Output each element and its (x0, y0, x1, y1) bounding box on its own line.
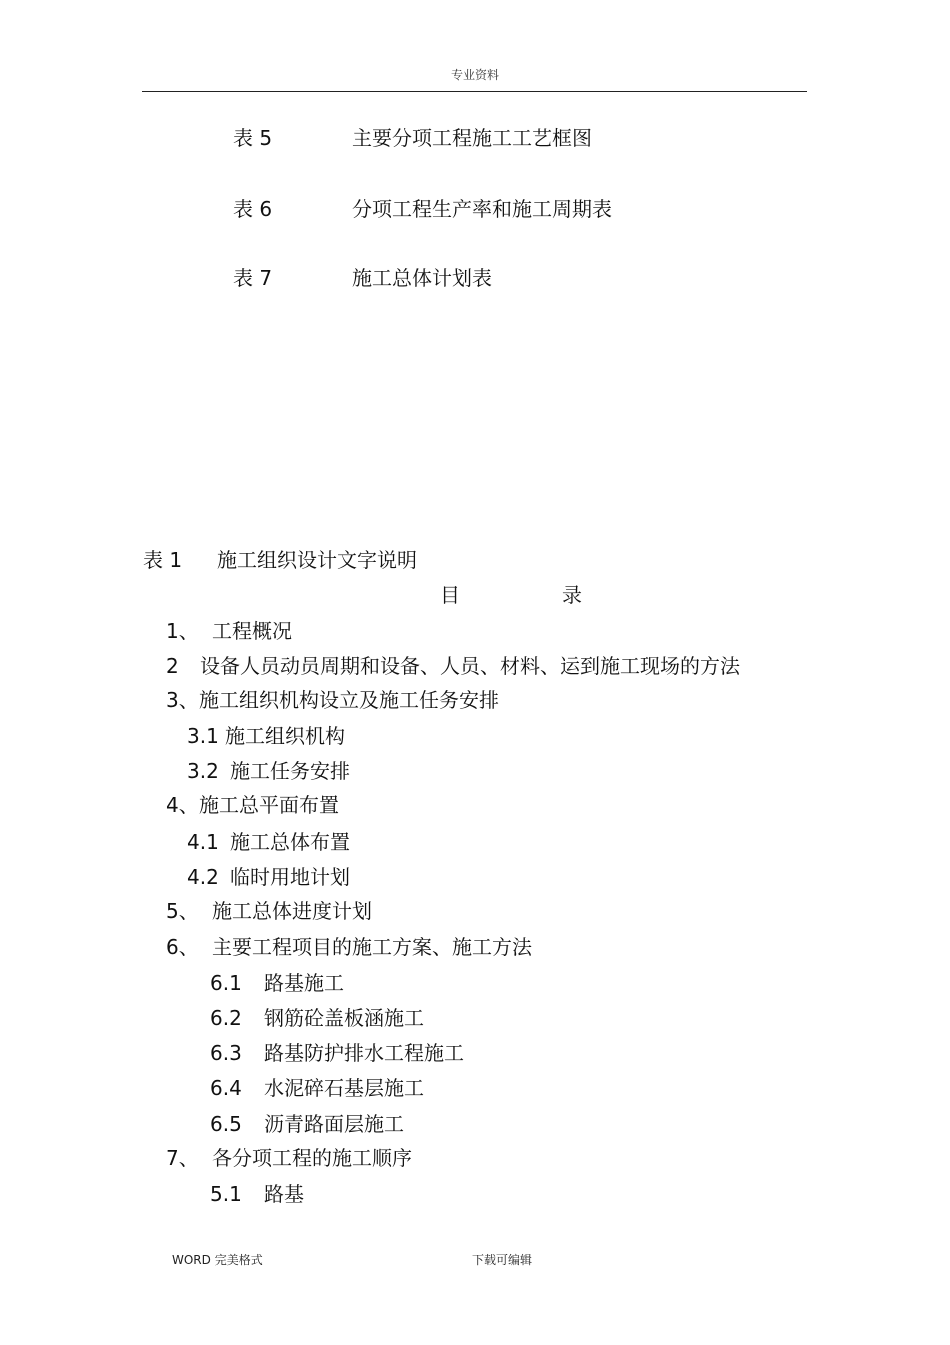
toc-item-number: 3、 (166, 688, 199, 712)
toc-item-text: 施工组织机构设立及施工任务安排 (199, 688, 499, 712)
toc-item-text: 施工组织机构 (225, 724, 345, 748)
toc-item-number: 2 (166, 654, 179, 678)
toc-item-number: 6.2 (210, 1006, 242, 1030)
toc-item-number: 3.1 (187, 724, 219, 748)
toc-item-text: 路基 (264, 1182, 304, 1206)
toc-item-text: 路基施工 (264, 971, 344, 995)
toc-item-text: 施工总体进度计划 (212, 899, 372, 923)
toc-item-number: 5、 (166, 899, 199, 923)
toc-item-number: 4.2 (187, 865, 219, 889)
toc-item-number: 6.5 (210, 1112, 242, 1136)
toc-item-text: 设备人员动员周期和设备、人员、材料、运到施工现场的方法 (200, 654, 740, 678)
toc-item-number: 7、 (166, 1146, 199, 1170)
table-label: 表 5 (233, 126, 273, 150)
toc-item-number: 6.3 (210, 1041, 242, 1065)
toc-heading-char: 录 (562, 583, 582, 607)
toc-item-text: 施工任务安排 (230, 759, 350, 783)
toc-item-text: 主要工程项目的施工方案、施工方法 (212, 935, 532, 959)
section-title: 施工组织设计文字说明 (217, 548, 417, 572)
toc-item-text: 路基防护排水工程施工 (264, 1041, 464, 1065)
footer-left: WORD 完美格式 (172, 1253, 263, 1267)
toc-item-text: 各分项工程的施工顺序 (212, 1146, 412, 1170)
toc-item-number: 5.1 (210, 1182, 242, 1206)
toc-item-number: 1、 (166, 619, 199, 643)
table-title: 施工总体计划表 (352, 266, 492, 290)
table-title: 分项工程生产率和施工周期表 (352, 197, 612, 221)
table-label: 表 6 (233, 197, 273, 221)
toc-item-text: 施工总体布置 (230, 830, 350, 854)
toc-item-number: 6.1 (210, 971, 242, 995)
toc-item-text: 工程概况 (212, 619, 292, 643)
table-label: 表 7 (233, 266, 273, 290)
toc-item-text: 钢筋砼盖板涵施工 (264, 1006, 424, 1030)
toc-item-number: 3.2 (187, 759, 219, 783)
toc-item-text: 临时用地计划 (230, 865, 350, 889)
toc-item-number: 4、 (166, 793, 199, 817)
header-rule (142, 91, 807, 92)
toc-heading-char: 目 (440, 583, 460, 607)
table-title: 主要分项工程施工工艺框图 (352, 126, 592, 150)
footer-right: 下载可编辑 (472, 1253, 533, 1267)
toc-item-number: 6、 (166, 935, 199, 959)
toc-item-number: 6.4 (210, 1076, 242, 1100)
page-header: 专业资料 (450, 68, 499, 82)
toc-item-number: 4.1 (187, 830, 219, 854)
toc-item-text: 施工总平面布置 (199, 793, 339, 817)
toc-item-text: 沥青路面层施工 (264, 1112, 404, 1136)
toc-item-text: 水泥碎石基层施工 (264, 1076, 424, 1100)
section-label: 表 1 (143, 548, 183, 572)
